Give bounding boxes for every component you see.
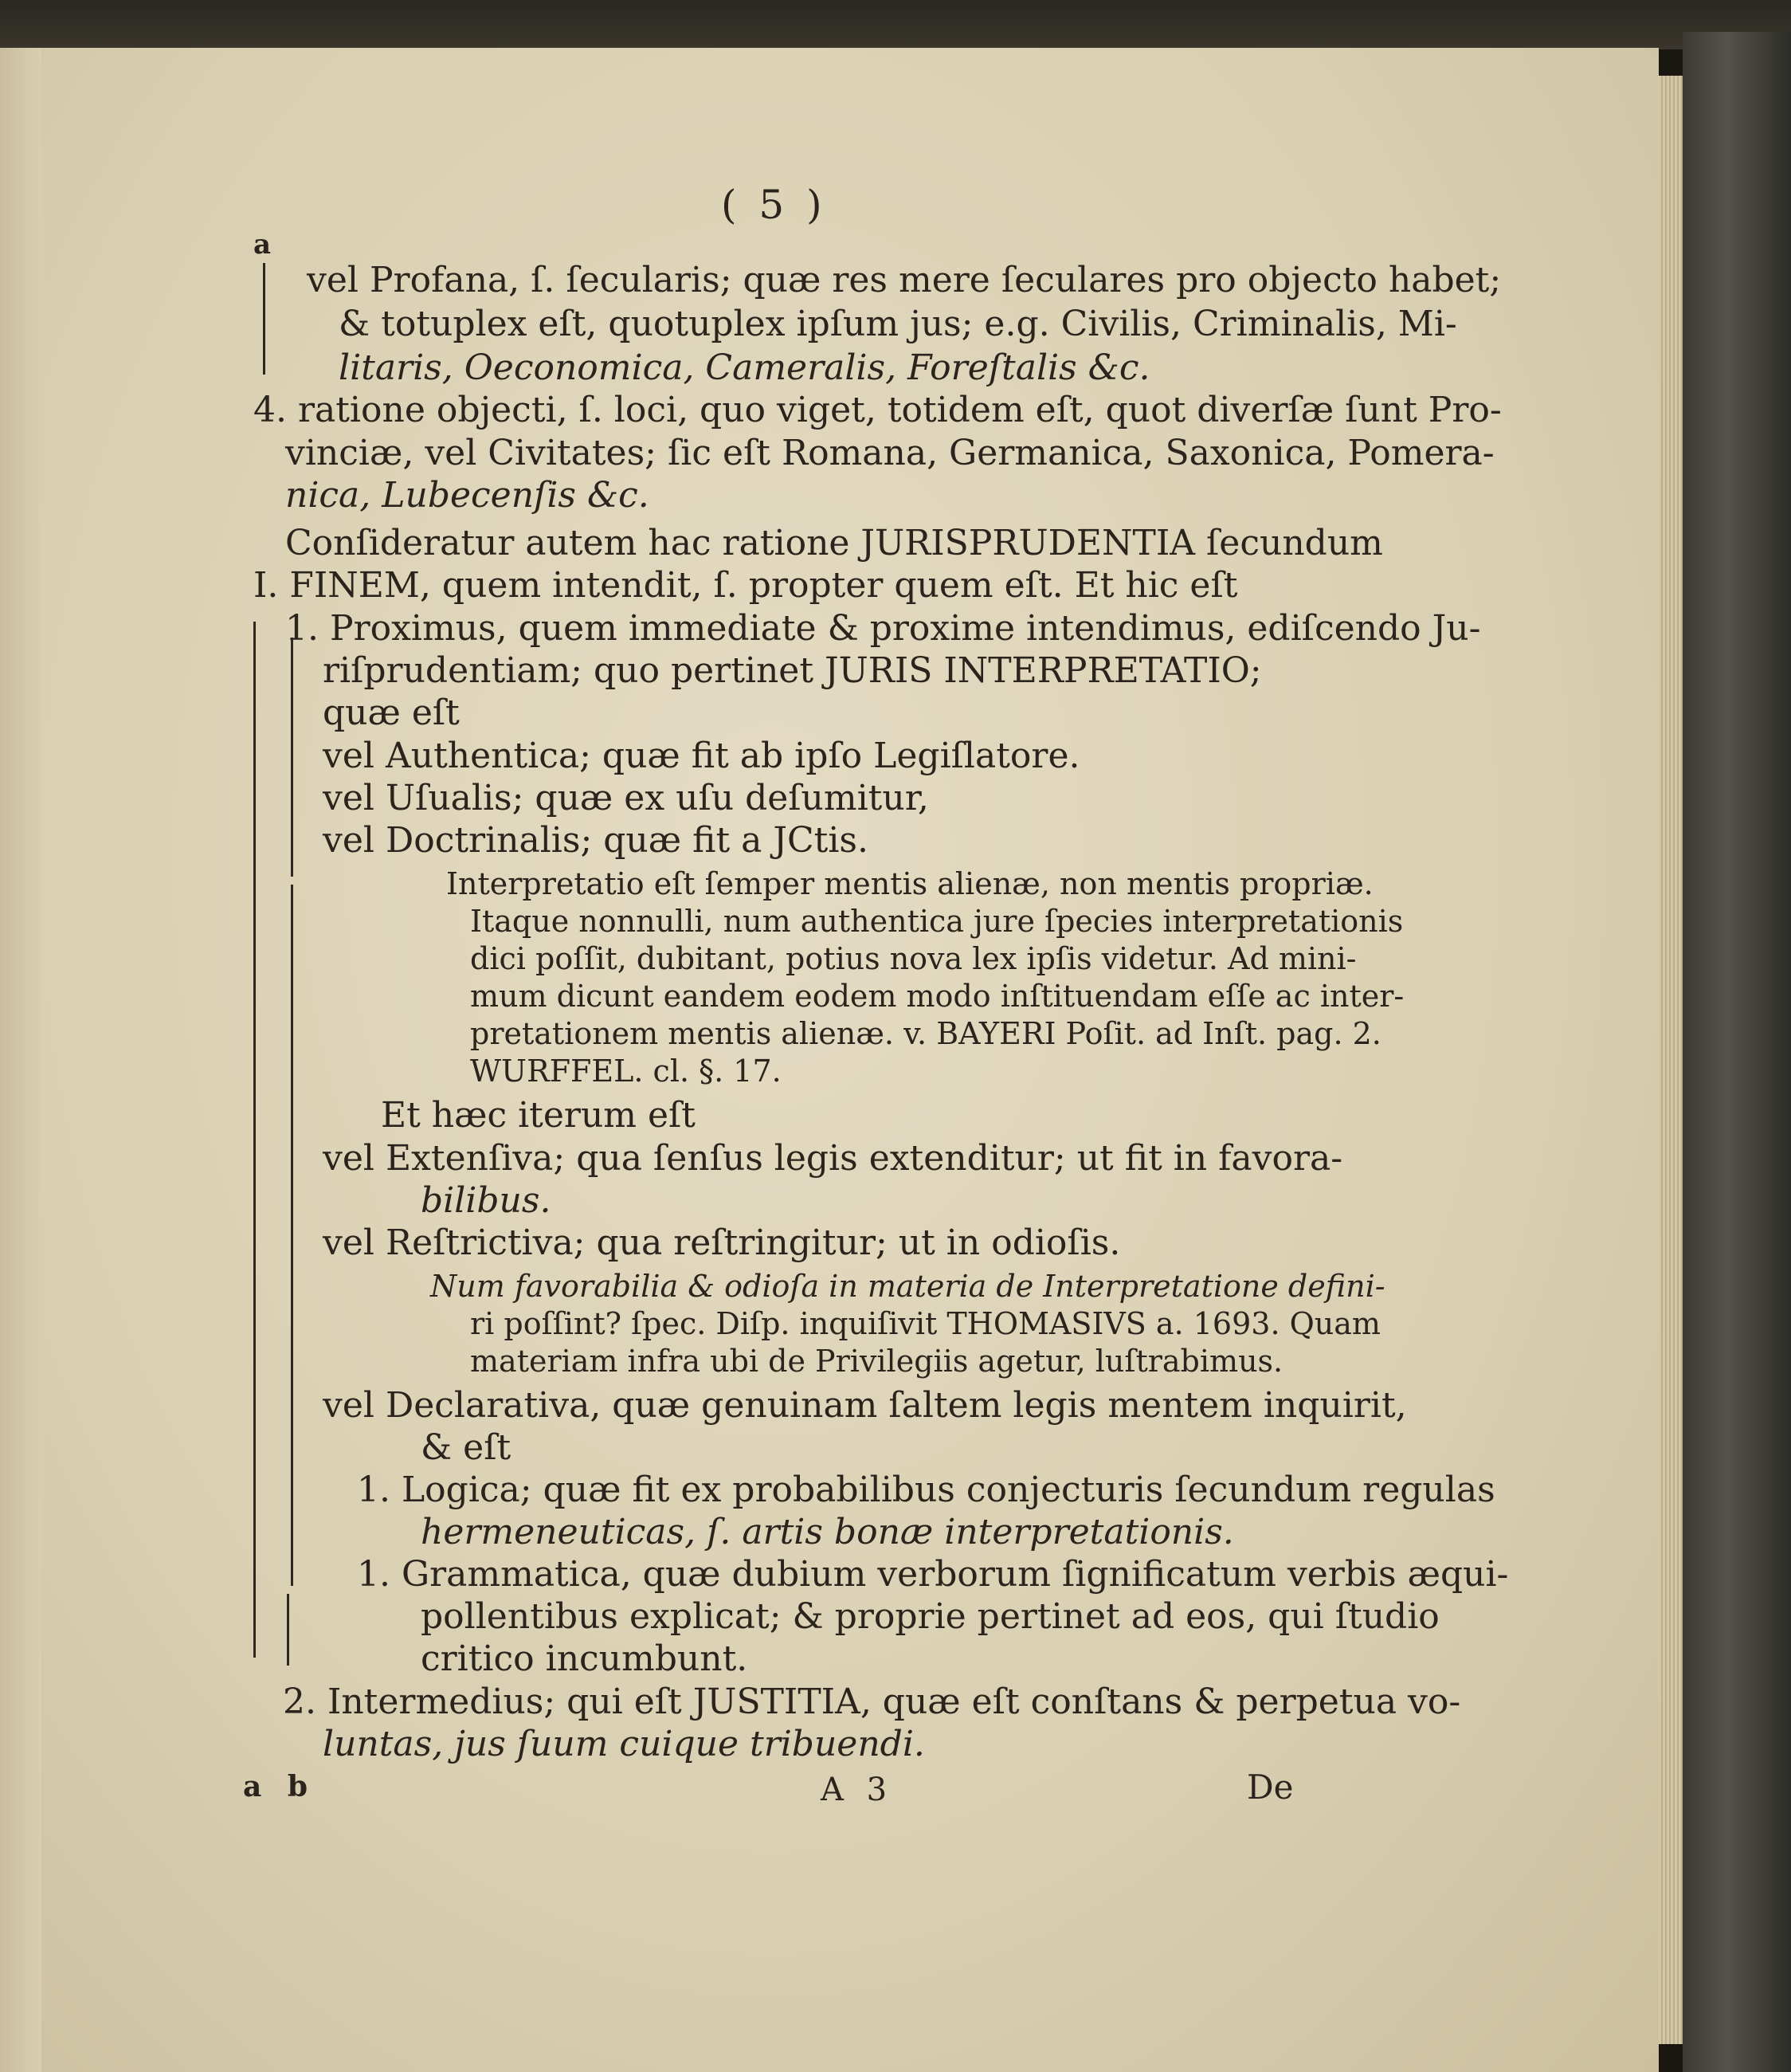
text-line: bilibus. bbox=[421, 1180, 551, 1221]
text-line: vel Profana, ſ. ſecularis; quæ res mere ſeculares pro objecto habet; bbox=[307, 260, 1502, 300]
text-line: vel Reſtrictiva; qua reſtringitur; ut in odioſis. bbox=[323, 1222, 1121, 1263]
text-line: & eſt bbox=[421, 1427, 511, 1468]
margin-rule bbox=[291, 885, 293, 1586]
signature-mark: A 3 bbox=[821, 1772, 894, 1808]
page-block-edge bbox=[1659, 76, 1683, 2044]
margin-rule bbox=[253, 622, 256, 1658]
note-line: Interpretatio eſt ſemper mentis alienæ, non mentis propriæ. bbox=[446, 866, 1374, 901]
text-line: I. FINEM, quem intendit, ſ. propter quem eſt. Et hic eſt bbox=[253, 565, 1238, 606]
note-line: materiam infra ubi de Privilegiis agetur, luſtrabimus. bbox=[470, 1344, 1283, 1379]
note-line: WURFFEL. cl. §. 17. bbox=[470, 1054, 782, 1089]
text-line: vel Declarativa, quæ genuinam ſaltem legis mentem inquirit, bbox=[323, 1385, 1407, 1426]
facing-page-edge bbox=[0, 48, 41, 2072]
margin-rule bbox=[291, 638, 293, 877]
page-number: ( 5 ) bbox=[721, 182, 827, 228]
text-line: & totuplex eſt, quotuplex ipſum jus; e.g. Civilis, Criminalis, Mi- bbox=[339, 304, 1457, 344]
text-line: 4. ratione objecti, ſ. loci, quo viget, totidem eſt, quot diverſæ ſunt Pro- bbox=[253, 390, 1502, 430]
text-line: vel Extenſiva; qua ſenſus legis extenditur; ut fit in favora- bbox=[323, 1138, 1343, 1179]
book-top-edge bbox=[0, 0, 1791, 49]
note-line: Itaque nonnulli, num authentica jure ſpecies interpretationis bbox=[470, 904, 1404, 939]
note-line: Num favorabilia & odioſa in materia de Interpretatione defini- bbox=[430, 1269, 1385, 1304]
text-line: riſprudentiam; quo pertinet JURIS INTERPRETATIO; bbox=[323, 650, 1262, 691]
text-line: Et hæc iterum eſt bbox=[381, 1095, 696, 1136]
note-line: ri poſſint? ſpec. Diſp. inquiſivit THOMASIVS a. 1693. Quam bbox=[470, 1306, 1381, 1341]
margin-letter-a: a bbox=[253, 229, 272, 261]
text-line: vel Authentica; quæ fit ab ipſo Legiſlatore. bbox=[323, 736, 1080, 776]
text-line: vel Doctrinalis; quæ fit a JCtis. bbox=[323, 820, 868, 861]
note-line: mum dicunt eandem eodem modo inſtituendam eſſe ac inter- bbox=[470, 979, 1405, 1014]
text-line: quæ eſt bbox=[323, 693, 460, 733]
text-line: 1. Grammatica, quæ dubium verborum ſignificatum verbis æqui- bbox=[357, 1554, 1509, 1595]
text-line: vinciæ, vel Civitates; ſic eſt Romana, Germanica, Saxonica, Pomera- bbox=[285, 433, 1495, 473]
text-line: 2. Intermedius; qui eſt JUSTITIA, quæ eſt conſtans & perpetua vo- bbox=[283, 1682, 1461, 1722]
catchword: De bbox=[1247, 1768, 1294, 1807]
text-line: hermeneuticas, ſ. artis bonæ interpretationis. bbox=[421, 1512, 1234, 1552]
note-line: pretationem mentis alienæ. v. BAYERI Poſit. ad Inſt. pag. 2. bbox=[470, 1016, 1381, 1051]
text-line: Conſideratur autem hac ratione JURISPRUDENTIA ſecundum bbox=[285, 523, 1383, 563]
book-cover bbox=[1683, 32, 1791, 2072]
margin-rule bbox=[263, 263, 265, 375]
text-line: 1. Proximus, quem immediate & proxime intendimus, ediſcendo Ju- bbox=[285, 608, 1481, 649]
text-line: litaris, Oeconomica, Cameralis, Foreſtalis &c. bbox=[339, 347, 1150, 388]
text-line: critico incumbunt. bbox=[421, 1638, 748, 1679]
text-line: luntas, jus ſuum cuique tribuendi. bbox=[323, 1724, 925, 1764]
text-line: vel Uſualis; quæ ex uſu deſumitur, bbox=[323, 778, 929, 818]
text-line: nica, Lubecenſis &c. bbox=[285, 475, 649, 516]
note-line: dici poſſit, dubitant, potius nova lex ipſis videtur. Ad mini- bbox=[470, 941, 1357, 976]
margin-letters-ab: a b bbox=[243, 1770, 316, 1803]
text-line: 1. Logica; quæ fit ex probabilibus conjecturis ſecundum regulas bbox=[357, 1470, 1495, 1510]
text-line: pollentibus explicat; & proprie pertinet ad eos, qui ſtudio bbox=[421, 1596, 1440, 1637]
margin-rule bbox=[287, 1594, 289, 1666]
